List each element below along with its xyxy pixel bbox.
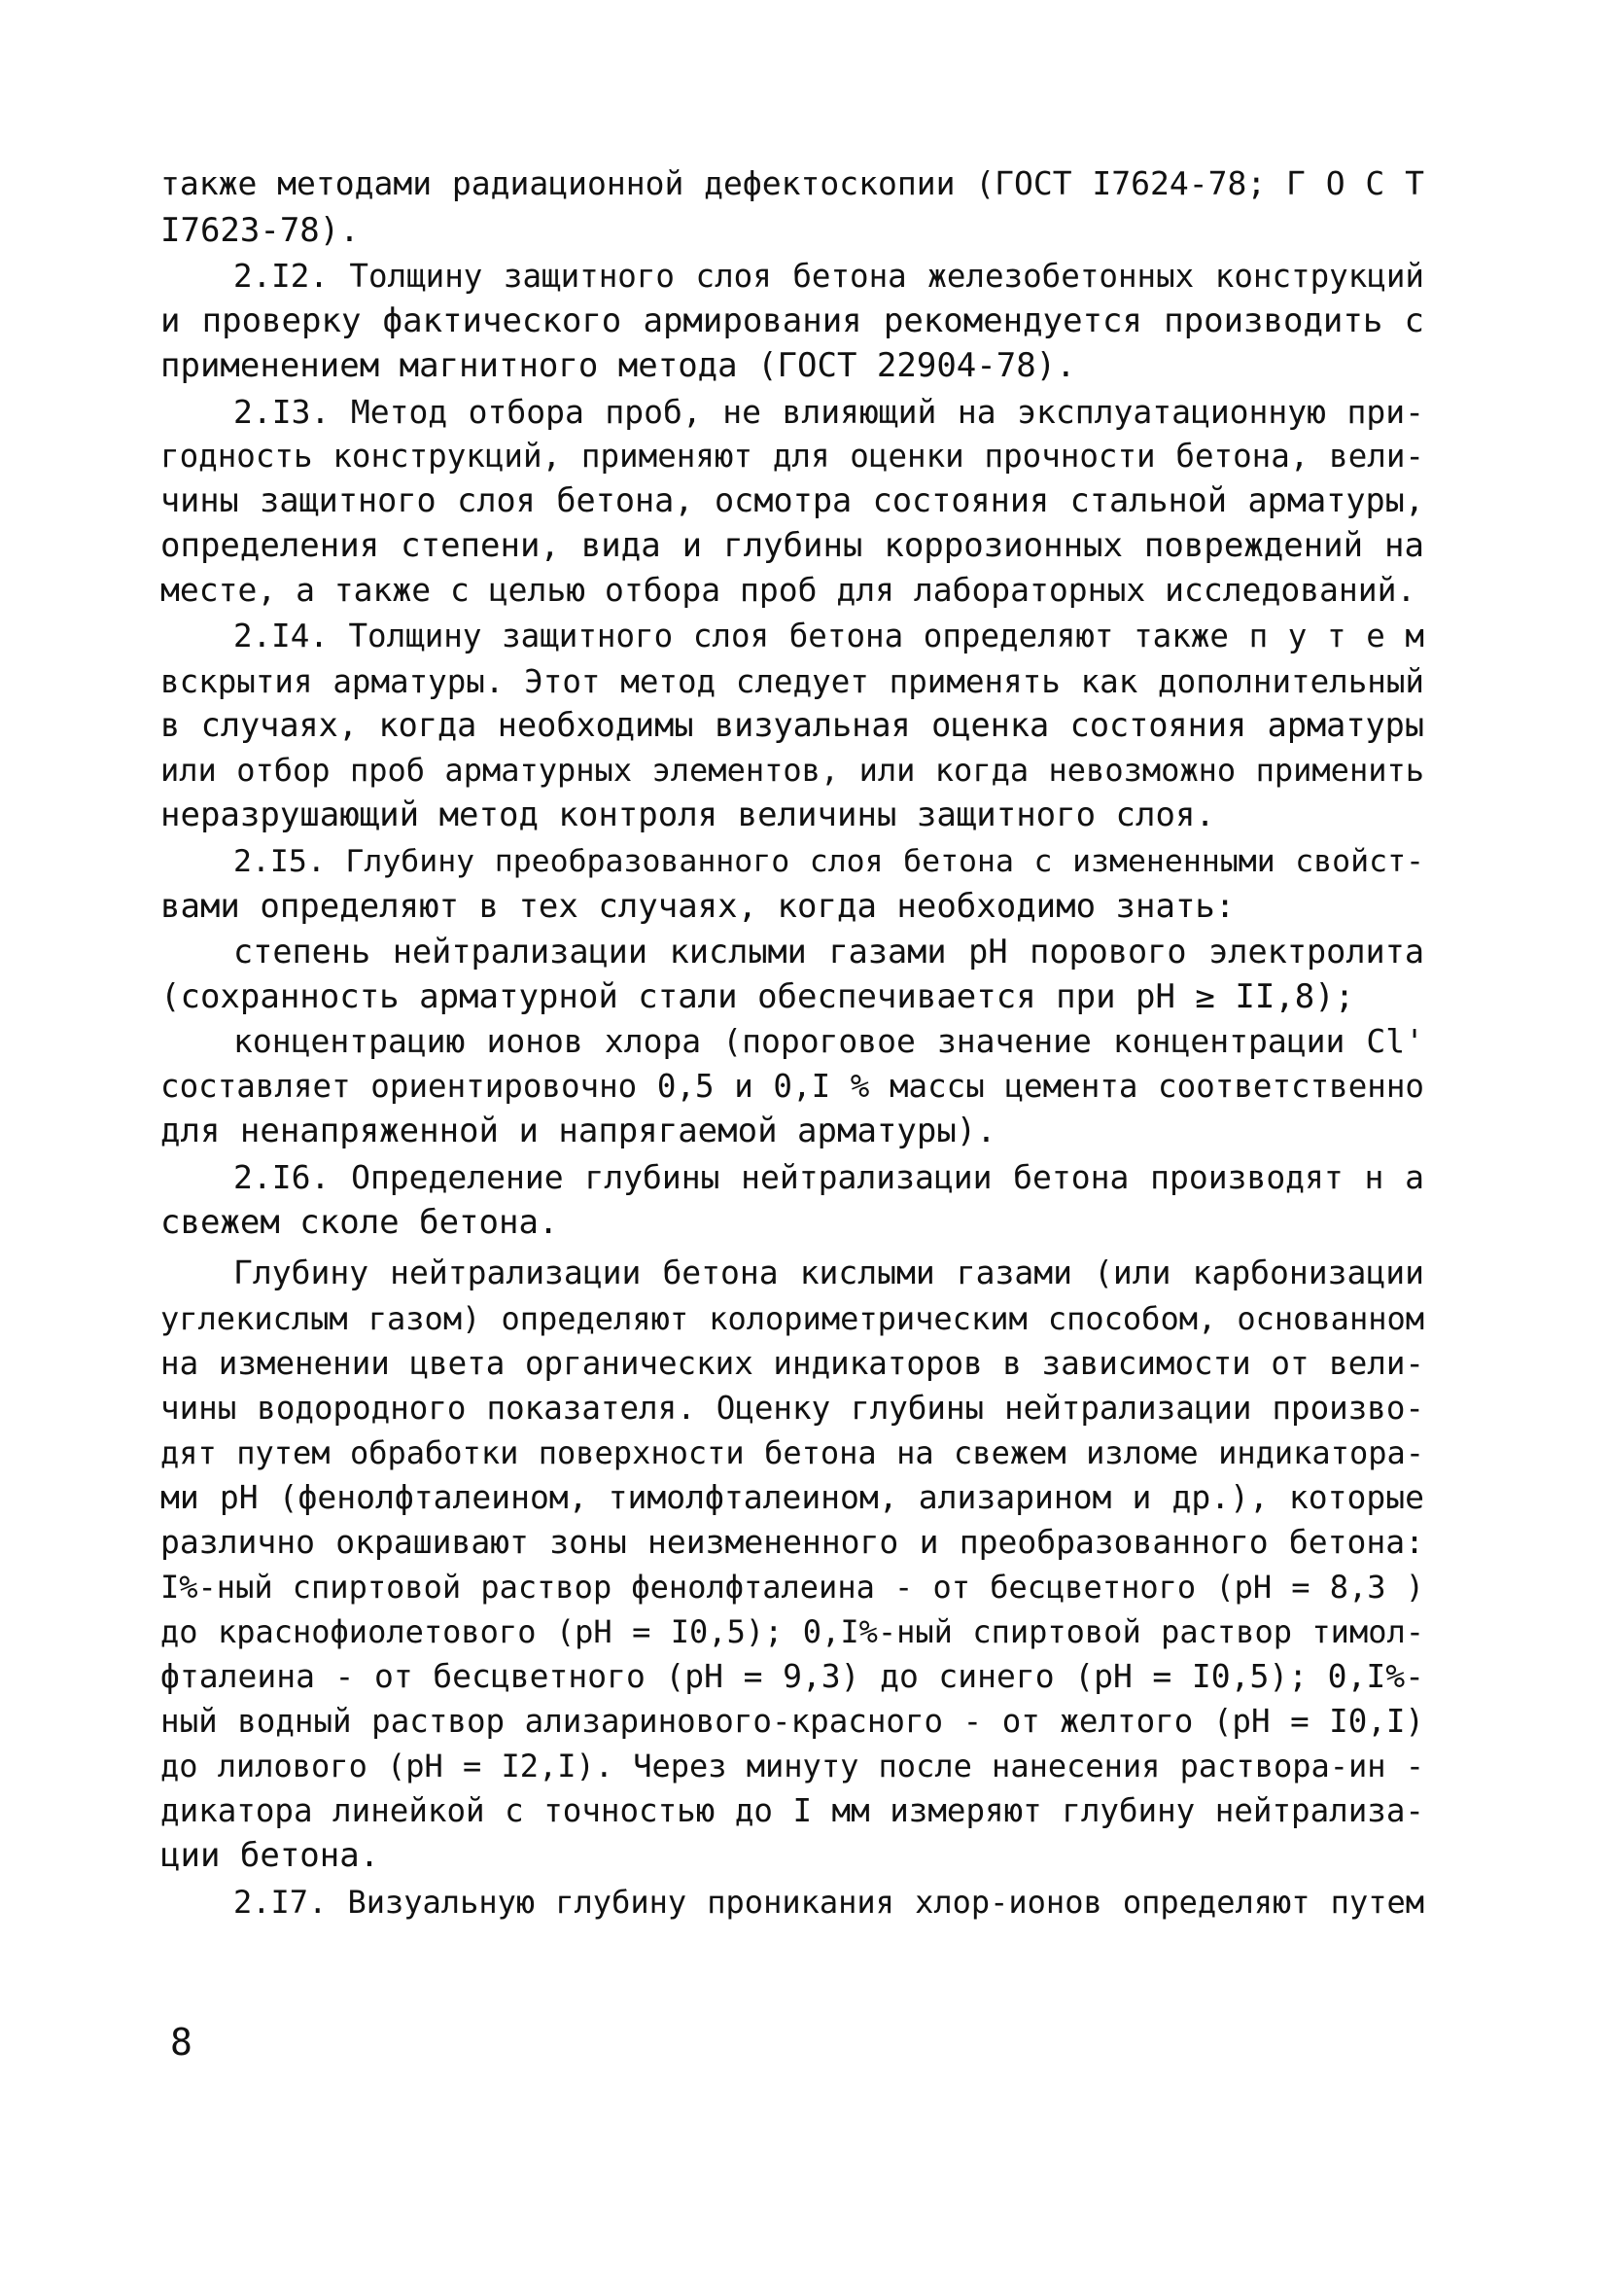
page-number: 8 <box>170 2021 192 2064</box>
text-line: 2.I4. Толщину защитного слоя бетона определяют также п у т е м <box>233 618 1424 654</box>
text-line: чины водородного показателя. Оценку глубины нейтрализации произво- <box>160 1390 1424 1427</box>
text-line: до лилового (pH = I2,I). Через минуту после нанесения раствора-ин - <box>160 1748 1424 1784</box>
text-line: дят путем обработки поверхности бетона на свежем изломе индикатора- <box>160 1434 1424 1471</box>
text-line: в случаях, когда необходимы визуальная оценка состояния арматуры <box>160 706 1424 744</box>
text-line: дикатора линейкой с точностью до I мм измеряют глубину нейтрализа- <box>160 1792 1424 1829</box>
text-line: степень нейтрализации кислыми газами pH порового электролита <box>233 933 1424 971</box>
text-line: 2.I3. Метод отбора проб, не влияющий на эксплуатационную при- <box>233 393 1424 431</box>
text-line: составляет ориентировочно 0,5 и 0,I % массы цемента соответственно <box>160 1068 1424 1105</box>
text-line: углекислым газом) определяют колориметрическим способом, основанном <box>160 1300 1424 1337</box>
text-line: I%-ный спиртовой раствор фенолфталеина - от бесцветного (pH = 8,3 ) <box>160 1569 1424 1606</box>
text-line: фталеина - от бесцветного (pH = 9,3) до синего (pH = I0,5); 0,I%- <box>160 1657 1424 1695</box>
text-line: I7623-78). <box>160 211 360 250</box>
text-line: вами определяют в тех случаях, когда необходимо знать: <box>160 887 1236 926</box>
text-line: на изменении цвета органических индикаторов в зависимости от вели- <box>160 1345 1424 1382</box>
text-line: до краснофиолетового (pH = I0,5); 0,I%-ный спиртовой раствор тимол- <box>160 1613 1424 1650</box>
text-line: свежем сколе бетона. <box>160 1203 559 1242</box>
text-line: чины защитного слоя бетона, осмотра состояния стальной арматуры, <box>160 481 1424 519</box>
text-line: 2.I7. Визуальную глубину проникания хлор-ионов определяют путем <box>233 1884 1424 1921</box>
text-line: Глубину нейтрализации бетона кислыми газами (или карбонизации <box>233 1254 1424 1291</box>
text-line: также методами радиационной дефектоскопии (ГОСТ I7624-78; Г О С Т <box>160 164 1424 202</box>
text-line: неразрушающий метод контроля величины защитного слоя. <box>160 795 1215 834</box>
text-line: для ненапряженной и напрягаемой арматуры). <box>160 1112 996 1150</box>
text-line: месте, а также с целью отбора проб для лабораторных исследований. <box>160 571 1416 609</box>
text-line: ции бетона. <box>160 1836 380 1875</box>
text-line: ми pH (фенолфталеином, тимолфталеином, ализарином и др.), которые <box>160 1478 1424 1516</box>
text-line: 2.I2. Толщину защитного слоя бетона железобетонных конструкций <box>233 258 1424 295</box>
text-line: или отбор проб арматурных элементов, или когда невозможно применить <box>160 752 1424 789</box>
text-line: ный водный раствор ализаринового-красного - от желтого (pH = I0,I) <box>160 1703 1424 1740</box>
text-line: 2.I6. Определение глубины нейтрализации бетона производят н а <box>233 1158 1424 1196</box>
text-line: концентрацию ионов хлора (пороговое значение концентрации Cl' <box>233 1022 1424 1060</box>
text-line: вскрытия арматуры. Этот метод следует применять как дополнительный <box>160 663 1424 700</box>
text-line: (сохранность арматурной стали обеспечивается при pH ≥ II,8); <box>160 977 1355 1016</box>
text-line: 2.I5. Глубину преобразованного слоя бетона с измененными свойст- <box>233 844 1424 879</box>
text-line: применением магнитного метода (ГОСТ 22904-78). <box>160 346 1076 385</box>
text-line: и проверку фактического армирования рекомендуется производить с <box>160 301 1424 340</box>
text-line: определения степени, вида и глубины коррозионных повреждений на <box>160 526 1424 565</box>
text-line: годность конструкций, применяют для оценки прочности бетона, вели- <box>160 438 1424 475</box>
text-line: различно окрашивают зоны неизмененного и преобразованного бетона: <box>160 1523 1424 1561</box>
